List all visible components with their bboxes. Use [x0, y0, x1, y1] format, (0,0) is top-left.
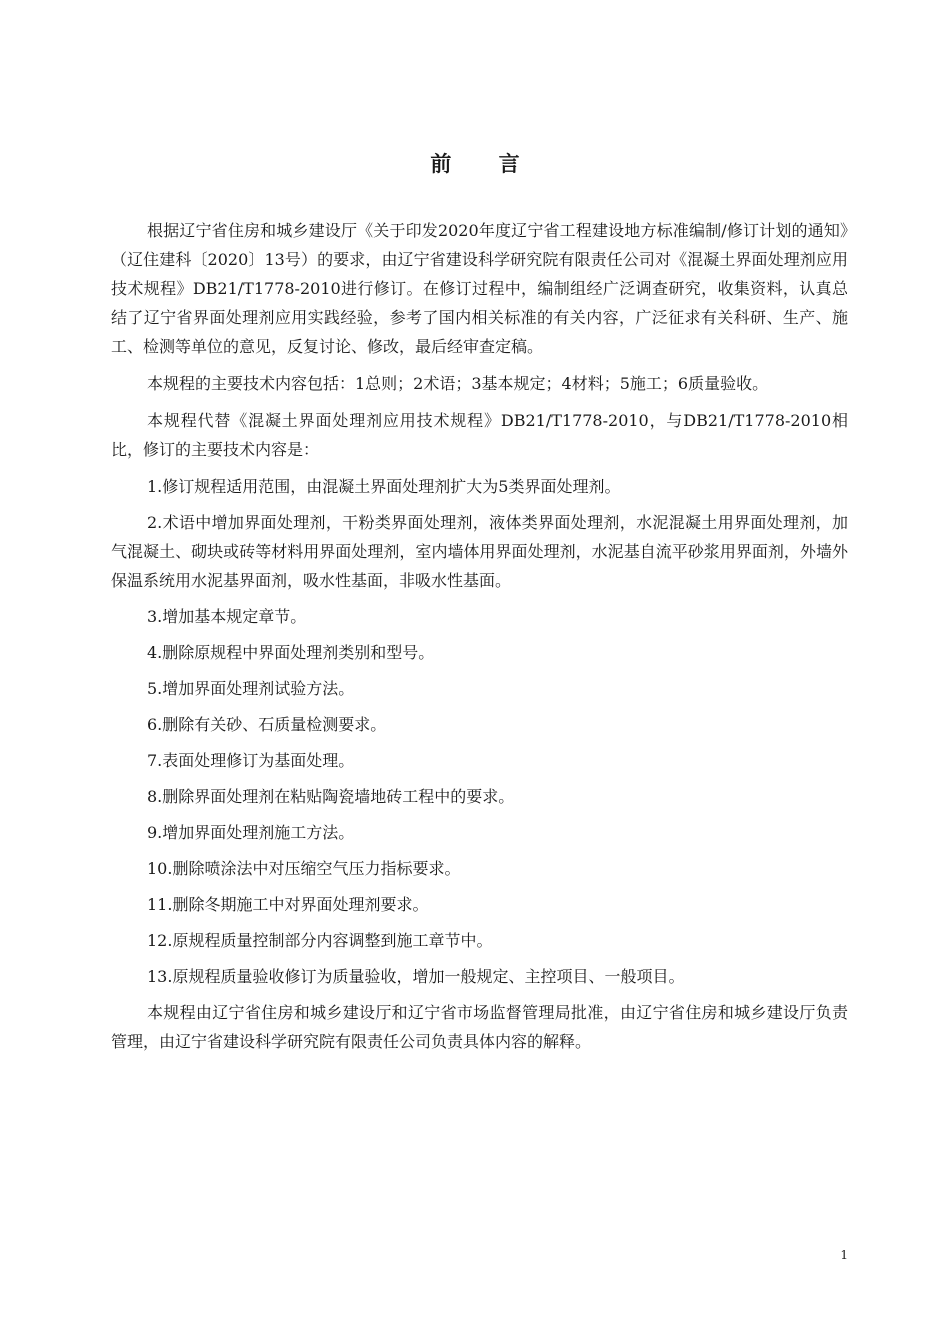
intro-paragraph: 根据辽宁省住房和城乡建设厅《关于印发2020年度辽宁省工程建设地方标准编制/修订计划的通知》（辽住建科〔2020〕13号）的要求，由辽宁省建设科学研究院有限责任公司对《混凝土界面处理剂应用技术规程》DB21/T1778-2010进行修订。在修订过程中，编制组经广泛调查研究，收集资料，认真总结了辽宁省界面处理剂应用实践经验，参考了国内相关标准的有关内容，广泛征求有关科研、生产、施工、检测等单位的意见，反复讨论、修改，最后经审查定稿。 — [111, 221, 848, 356]
revision-item-6: 6.删除有关砂、石质量检测要求。 — [147, 715, 387, 734]
revision-item-10: 10.删除喷涂法中对压缩空气压力指标要求。 — [147, 859, 461, 878]
revision-item-8: 8.删除界面处理剂在粘贴陶瓷墙地砖工程中的要求。 — [147, 787, 515, 806]
revision-item-5: 5.增加界面处理剂试验方法。 — [147, 679, 355, 698]
revision-item-7: 7.表面处理修订为基面处理。 — [147, 751, 355, 770]
revision-item-4: 4.删除原规程中界面处理剂类别和型号。 — [147, 643, 435, 662]
revision-item-11: 11.删除冬期施工中对界面处理剂要求。 — [147, 895, 429, 914]
preface-body — [111, 216, 848, 1064]
replacement-paragraph: 本规程代替《混凝土界面处理剂应用技术规程》DB21/T1778-2010，与DB21/T1778-2010相比，修订的主要技术内容是： — [111, 411, 848, 459]
revision-item-9: 9.增加界面处理剂施工方法。 — [147, 823, 355, 842]
revision-item-13: 13.原规程质量验收修订为质量验收，增加一般规定、主控项目、一般项目。 — [147, 967, 685, 986]
contents-paragraph: 本规程的主要技术内容包括：1总则；2术语；3基本规定；4材料；5施工；6质量验收。 — [147, 374, 769, 393]
revision-item-1: 1.修订规程适用范围，由混凝土界面处理剂扩大为5类界面处理剂。 — [147, 477, 621, 496]
page-title: 前 言 — [430, 151, 540, 176]
page-number: 1 — [840, 1248, 848, 1262]
approval-paragraph: 本规程由辽宁省住房和城乡建设厅和辽宁省市场监督管理局批准，由辽宁省住房和城乡建设厅负责管理，由辽宁省建设科学研究院有限责任公司负责具体内容的解释。 — [111, 1003, 848, 1051]
revision-item-12: 12.原规程质量控制部分内容调整到施工章节中。 — [147, 931, 493, 950]
revision-item-3: 3.增加基本规定章节。 — [147, 607, 307, 626]
revision-item-2: 2.术语中增加界面处理剂，干粉类界面处理剂，液体类界面处理剂，水泥混凝土用界面处理剂，加气混凝土、砌块或砖等材料用界面处理剂，室内墙体用界面处理剂，水泥基自流平砂浆用界面剂，外墙外保温系统用水泥基界面剂，吸水性基面，非吸水性基面。 — [111, 513, 848, 590]
